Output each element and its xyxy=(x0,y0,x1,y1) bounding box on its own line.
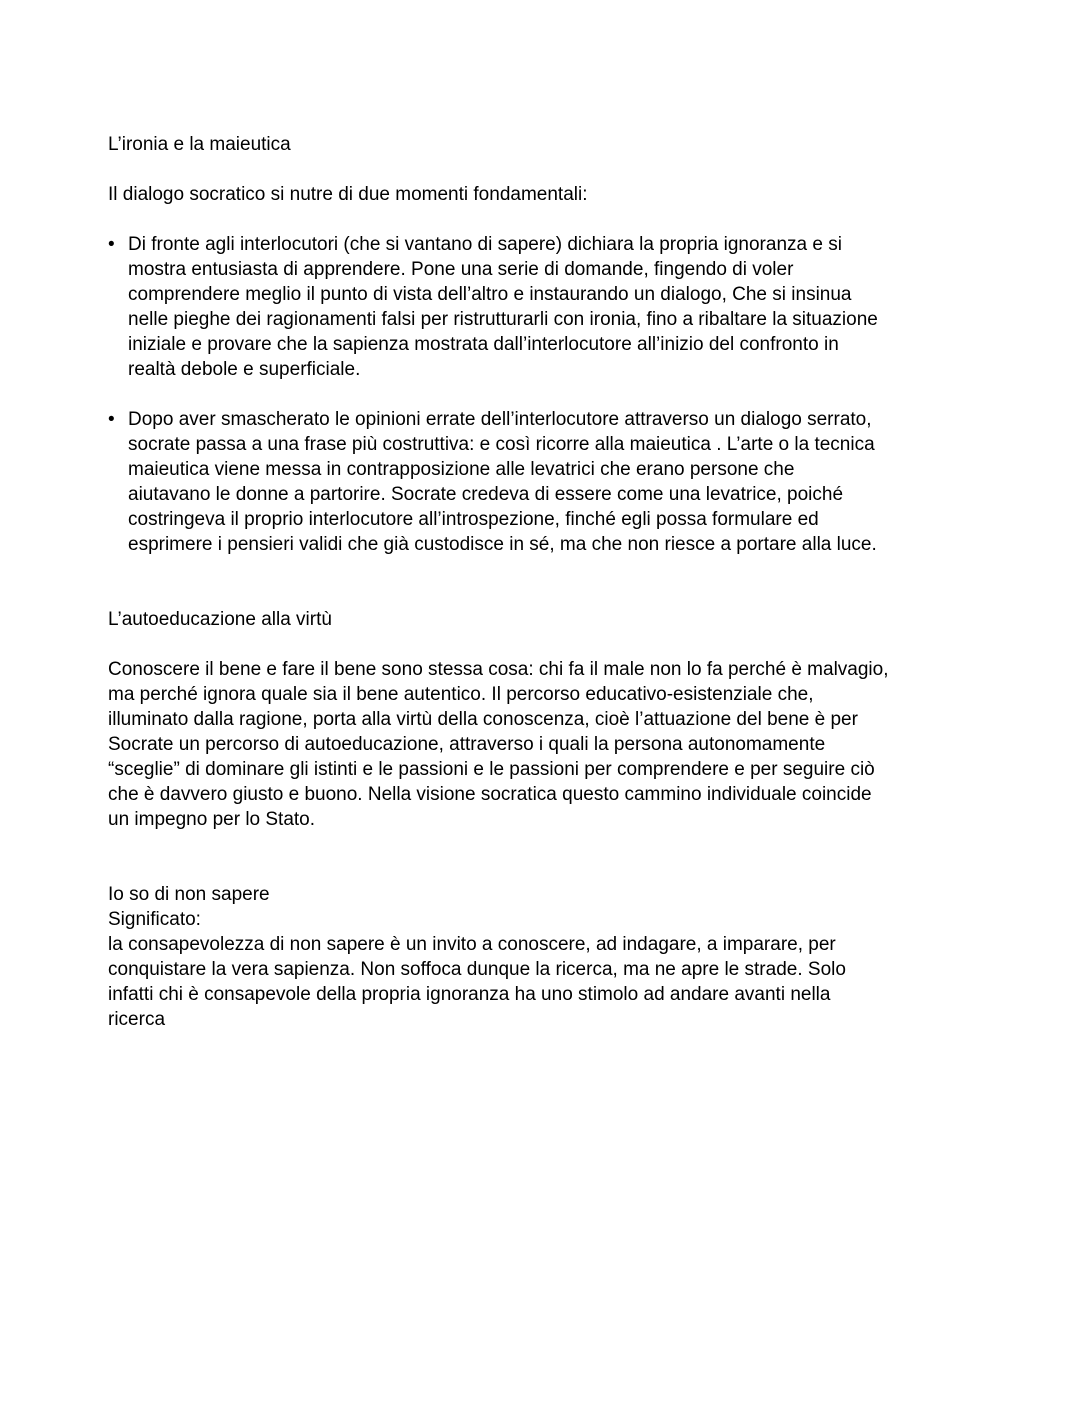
spacer xyxy=(108,632,988,657)
text-line: mostra entusiasta di apprendere. Pone una serie di domande, fingendo di voler xyxy=(128,259,794,280)
section-title-ironia: L’ironia e la maieutica xyxy=(108,134,291,155)
text-line: conquistare la vera sapienza. Non soffoca dunque la ricerca, ma ne apre le strade. Solo xyxy=(108,959,846,980)
section-subtitle-significato: Significato: xyxy=(108,909,201,930)
text-line: infatti chi è consapevole della propria ignoranza ha uno stimolo ad andare avanti nella xyxy=(108,984,831,1005)
spacer xyxy=(108,832,988,882)
text-line: Dopo aver smascherato le opinioni errate dell’interlocutore attraverso un dialogo serrato, xyxy=(128,409,872,430)
text-line: la consapevolezza di non sapere è un invito a conoscere, ad indagare, a imparare, per xyxy=(108,934,836,955)
text-line: iniziale e provare che la sapienza mostrata dall’interlocutore all’inizio del confronto in xyxy=(128,334,839,355)
text-line: Socrate un percorso di autoeducazione, attraverso i quali la persona autonomamente xyxy=(108,734,826,755)
paragraph-autoeducazione xyxy=(108,657,988,832)
bullet-icon: • xyxy=(108,409,115,430)
text-line: Di fronte agli interlocutori (che si vantano di sapere) dichiara la propria ignoranza e si xyxy=(128,234,842,255)
text-line: un impegno per lo Stato. xyxy=(108,809,316,830)
text-line: ma perché ignora quale sia il bene autentico. Il percorso educativo-esistenziale che, xyxy=(108,684,814,705)
text-line: costringeva il proprio interlocutore all’introspezione, finché egli possa formulare ed xyxy=(128,509,819,530)
bullet-list xyxy=(108,232,988,557)
text-line: “sceglie” di dominare gli istinti e le passioni e le passioni per comprendere e per seguire ciò xyxy=(108,759,875,780)
section-title-autoeducazione: L’autoeducazione alla virtù xyxy=(108,609,332,630)
text-line: ricerca xyxy=(108,1009,166,1030)
bullet-icon: • xyxy=(108,234,115,255)
bullet-item-ironia xyxy=(108,232,988,382)
text-line: realtà debole e superficiale. xyxy=(128,359,361,380)
section-intro: Il dialogo socratico si nutre di due momenti fondamentali: xyxy=(108,184,588,205)
document-page xyxy=(108,132,988,1032)
bullet-item-maieutica xyxy=(108,407,988,557)
spacer xyxy=(108,157,988,182)
text-line: aiutavano le donne a partorire. Socrate credeva di essere come una levatrice, poiché xyxy=(128,484,844,505)
text-line: socrate passa a una frase più costruttiva: e così ricorre alla maieutica . L’arte o la tecnica xyxy=(128,434,875,455)
text-line: nelle pieghe dei ragionamenti falsi per ristrutturarli con ironia, fino a ribaltare la situazione xyxy=(128,309,878,330)
text-line: che è davvero giusto e buono. Nella visione socratica questo cammino individuale coincide xyxy=(108,784,872,805)
text-line: esprimere i pensieri validi che già custodisce in sé, ma che non riesce a portare alla luce. xyxy=(128,534,877,555)
paragraph-significato xyxy=(108,932,988,1032)
text-line: maieutica viene messa in contrapposizione alle levatrici che erano persone che xyxy=(128,459,795,480)
text-line: Conoscere il bene e fare il bene sono stessa cosa: chi fa il male non lo fa perché è malvagio, xyxy=(108,659,889,680)
section-title-io-so: Io so di non sapere xyxy=(108,884,270,905)
text-line: illuminato dalla ragione, porta alla virtù della conoscenza, cioè l’attuazione del bene è per xyxy=(108,709,858,730)
spacer xyxy=(108,207,988,232)
spacer xyxy=(108,557,988,607)
text-line: comprendere meglio il punto di vista dell’altro e instaurando un dialogo, Che si insinua xyxy=(128,284,852,305)
